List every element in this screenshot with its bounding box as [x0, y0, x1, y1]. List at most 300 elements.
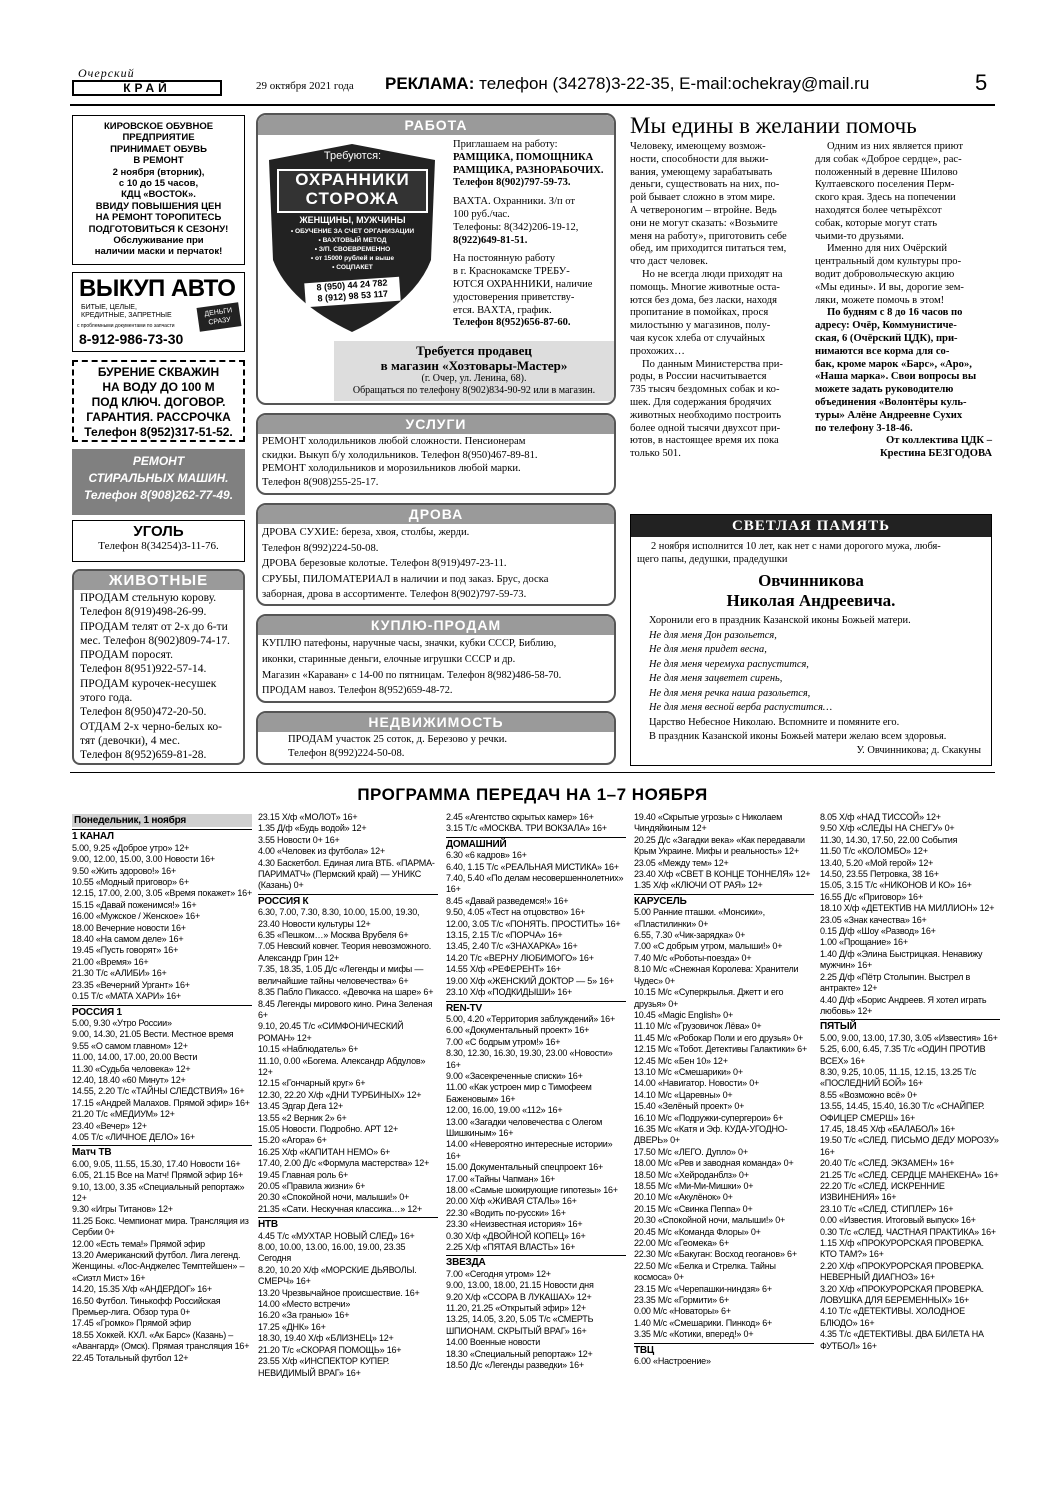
tv-channel: КАРУСЕЛЬ — [634, 894, 814, 907]
shield-bullet-line: • ОБУЧЕНИЕ ЗА СЧЕТ ОРГАНИЗАЦИИ — [290, 228, 415, 235]
article-col1-line: пропитание в помойках, прося — [630, 307, 769, 319]
tv-item: 23.35 «Вечерний Ургант» 16+ — [72, 979, 190, 990]
tv-item: 17.25 «ДНК» 16+ — [258, 1321, 326, 1332]
tv-item: 10.15 М/с «Суперкрылья. Джетт и его друзья» 0+ — [634, 987, 784, 1009]
tv-item: 9.20 Х/ф «ССОРА В ЛУКАШАХ» 12+ — [446, 1291, 592, 1302]
animals-line: Телефон 8(919)498-26-99. — [80, 606, 207, 619]
services-line: РЕМОНТ холодильников и морозильников любой марки. — [262, 463, 521, 474]
shoe-line: НА РЕМОНТ ТОРОПИТЕСЬ — [95, 212, 222, 224]
tv-item: 22.20 Т/с «СЛЕД. ИСКРЕННИЕ ИЗВИНЕНИЯ» 16+ — [820, 1181, 945, 1203]
work-line: Телефон 8(952)656-87-60. — [453, 317, 571, 329]
tv-item: 0.15 Т/с «МАТА ХАРИ» 16+ — [72, 991, 181, 1002]
tv-day: Понедельник, 1 ноября — [72, 814, 252, 827]
article-col2-line: адресу: Очёр, Коммунистиче- — [815, 320, 957, 332]
tv-item: 11.30 «Судьба человека» 12+ — [72, 1063, 191, 1074]
tv-item: 5.00, 9.00, 13.00, 17.30, 3.05 «Известия» 16+ — [820, 1032, 998, 1043]
seller-line3: (г. Очер, ул. Ленина, 68). — [421, 373, 527, 384]
tv-item: 18.00 Вечерние новости 16+ — [72, 922, 186, 933]
coal-ad — [72, 520, 245, 562]
tv-item: 18.30 «Специальный репортаж» 12+ — [446, 1348, 593, 1359]
tv-item: 9.50, 4.05 «Тест на отцовство» 16+ — [446, 907, 586, 918]
tv-item: 6.55, 7.30 «Чик-зарядка» 0+ — [634, 930, 746, 941]
article-col-2 — [815, 141, 992, 461]
tv-item: 20.05 «Правила жизни» 6+ — [258, 1181, 366, 1191]
tv-item: 12.00, 3.05 Т/с «ПОНЯТЬ. ПРОСТИТЬ» 16+ — [446, 918, 621, 929]
tv-item: 12.15 «Гончарный круг» 6+ — [258, 1078, 366, 1089]
article-col1-line: Человеку, имеющему возмож- — [630, 141, 766, 152]
tv-item: 20.10 М/с «Акулёнок» 0+ — [634, 1192, 733, 1203]
tv-item: 14.00 Военные новости — [446, 1337, 541, 1348]
tv-item: 16.50 Футбол. Тинькофф Российская Премьер-лига. Обзор тура 0+ — [72, 1295, 221, 1318]
tv-item: 17.15 «Андрей Малахов. Прямой эфир» 16+ — [72, 1097, 250, 1108]
tv-item: 23.15 М/с «Черепашки-ниндзя» 6+ — [634, 1283, 772, 1294]
tv-item: 16.55 Д/с «Приговор» 16+ — [820, 891, 923, 902]
tv-item: 15.40 «Зелёный проект» 0+ — [634, 1101, 745, 1112]
services-title: УСЛУГИ — [258, 415, 614, 434]
animals-line: мес. Телефон 8(902)809-74-17. — [80, 634, 230, 647]
services-section — [256, 413, 616, 495]
tv-item: 9.55 «О самом главном» 12+ — [72, 1040, 188, 1051]
tv-channel: НТВ — [258, 1217, 438, 1230]
services-line: Телефон 8(908)255-25-17. — [262, 476, 379, 488]
tv-item: 9.10, 13.00, 3.35 «Специальный репортаж» 12+ — [72, 1181, 245, 1203]
tv-item: 14.00 «Место встречи» — [258, 1299, 351, 1310]
ad-label: РЕКЛАМА: — [385, 74, 475, 93]
tv-item: 5.00, 9.30 «Утро России» — [72, 1017, 172, 1028]
tv-item: 1.00 «Прощание» 16+ — [820, 937, 908, 948]
tv-item: 9.50 Х/ф «СЛЕДЫ НА СНЕГУ» 0+ — [820, 823, 955, 834]
tv-item: 13.15, 2.15 Т/с «ПОРЧА» 16+ — [446, 930, 563, 941]
tv-item: 10.55 «Модный приговор» 6+ — [72, 877, 189, 888]
tv-item: 13.55, 14.45, 15.40, 16.30 Т/с «СНАЙПЕР. ОФИЦЕР СМЕРШ» 16+ — [820, 1101, 985, 1123]
article-col1-line: вания, умеющему зарабатывать — [630, 166, 773, 178]
article-col1-line: чая кусок хлеба от случайных — [630, 332, 766, 344]
work-line: в г. Краснокамске ТРЕБУ- — [453, 266, 570, 278]
tv-item: 10.45 «Magic English» 0+ — [634, 1009, 734, 1020]
memory-line: Не для меня зацветет сирень, — [649, 673, 783, 684]
tv-item: 20.15 М/с «Свинка Пеппа» 0+ — [634, 1203, 753, 1214]
tv-item: 1.40 М/с «Смешарики. Пинкод» 6+ — [634, 1317, 773, 1328]
work-line: ЮТСЯ ОХРАННИКИ, наличие — [453, 278, 593, 290]
tv-item: 15.20 «Агора» 6+ — [258, 1135, 327, 1146]
tv-item: 23.40 Х/ф «СВЕТ В КОНЦЕ ТОННЕЛЯ» 12+ — [634, 869, 811, 880]
tv-item: 14.00 «Навигатор. Новости» 0+ — [634, 1078, 760, 1089]
article-col2-line: для собак «Доброе сердце», рас- — [815, 153, 962, 165]
tv-item: 20.25 Д/с «Загадки века» «Как передавали Крым Украине. Мифы и реальность» 12+ — [634, 834, 805, 857]
work-line: 100 руб./час. — [453, 208, 510, 220]
tv-item: 20.00 Х/ф «ЖИВАЯ СТАЛЬ» 16+ — [446, 1196, 577, 1207]
tv-item: 23.30 «Неизвестная история» 16+ — [446, 1219, 583, 1230]
tv-item: 17.45, 18.45 Х/ф «БАЛАБОЛ» 16+ — [820, 1123, 956, 1134]
car-buyout-tag: ДЕНЬГИ СРАЗУ — [197, 302, 242, 332]
tv-item: 13.10 М/с «Смешарики» 0+ — [634, 1066, 743, 1077]
tv-item: 11.20, 21.25 «Открытый эфир» 12+ — [446, 1303, 586, 1314]
estate-section — [256, 711, 616, 765]
article-title: Мы едины в желании помочь — [630, 113, 917, 138]
tv-item: 7.00 «С бодрым утром!» 16+ — [446, 1036, 561, 1047]
shield-phone2: 8 (912) 98 53 117 — [317, 288, 389, 304]
shield-bullet-line: • от 15000 рублей и выше — [310, 255, 395, 262]
article-col1-line: что даст человек. — [630, 256, 708, 268]
tv-item: 3.20 Х/ф «ПРОКУРОРСКАЯ ПРОВЕРКА. ЛОВУШКА ДЛЯ БЕРЕМЕННЫХ» 16+ — [820, 1283, 984, 1306]
tv-item: 11.10, 0.00 «Богема. Александр Абдулов» 12+ — [258, 1055, 426, 1077]
washing-machine-ad — [72, 449, 245, 515]
memory-intro2: щего папы, дедушки, прадедушки — [637, 554, 788, 565]
tv-item: 6.40, 1.15 Т/с «РЕАЛЬНАЯ МИСТИКА» 16+ — [446, 861, 619, 872]
article-col1-line: прохожих… — [630, 345, 685, 357]
article-col2-line: ского края. Здесь на попечении — [815, 192, 956, 204]
guard-shield-ad — [265, 142, 440, 334]
tv-column-1 — [72, 812, 252, 1364]
article-col1-line: милостыню у магазинов, полу- — [630, 320, 771, 332]
memory-name1: Овчинникова — [758, 571, 864, 590]
tv-channel: РОССИЯ К — [258, 894, 438, 907]
tv-item: 16.00 «Мужское / Женское» 16+ — [72, 911, 200, 922]
tv-item: 20.45 М/с «Команда Флоры» 0+ — [634, 1226, 761, 1237]
tv-item: 2.20 Х/ф «ПРОКУРОРСКАЯ ПРОВЕРКА. НЕВЕРНЫЙ ДИАГНОЗ» 16+ — [820, 1260, 984, 1283]
work-line: ВАХТА. Охранники. З/п от — [453, 196, 575, 208]
tv-item: 12.00, 16.00, 19.00 «112» 16+ — [446, 1105, 563, 1116]
tv-item: 13.40, 5.20 «Мой герой» 12+ — [820, 857, 934, 868]
article-col2-line: по телефону 3-18-46. — [815, 422, 913, 434]
wash-line: РЕМОНТ — [132, 454, 185, 468]
memory-line: Не для меня придет весна, — [649, 644, 767, 655]
car-buyout-title: ВЫКУП АВТО — [79, 275, 236, 302]
tv-channel: Матч ТВ — [72, 1145, 252, 1158]
animals-list — [74, 590, 243, 764]
tv-item: 15.05 Новости. Подробно. АРТ 12+ — [258, 1123, 398, 1134]
animals-line: Телефон 8(950)472-20-50. — [80, 706, 207, 719]
tv-item: 11.50 Т/с «КОЛОМБО» 12+ — [820, 846, 928, 857]
tv-item: 2.25 Х/ф «ПЯТАЯ ВЛАСТЬ» 16+ — [446, 1242, 576, 1253]
tv-item: 17.00 «Тайны Чапман» 16+ — [446, 1173, 556, 1184]
article-col1-line: шек. Для содержания бродячих — [630, 396, 772, 408]
article-col1-line: роды, в России насчитывается — [630, 371, 767, 383]
shoe-line: ПРЕДПРИЯТИЕ — [122, 132, 195, 144]
tv-item: 17.45 «Громко» Прямой эфир — [72, 1318, 191, 1329]
newspaper-logo — [72, 68, 222, 98]
wood-line: СРУБЫ, ПИЛОМАТЕРИАЛ в наличии и под заказ. Брус, доска — [262, 573, 549, 585]
tv-item: 23.40 «Вечер» 12+ — [72, 1120, 147, 1131]
tv-item: 8.00, 10.00, 13.00, 16.00, 19.00, 23.35 Сегодня — [258, 1242, 406, 1264]
shield-top: Требуются: — [323, 150, 382, 162]
article-col1-line: ются без дома, без ласки, находя — [630, 294, 778, 306]
tv-item: 18.55 М/с «Ми-Ми-Мишки» 0+ — [634, 1181, 754, 1191]
logo-main: КРАЙ — [72, 80, 222, 96]
shoe-line: КИРОВСКОЕ ОБУВНОЕ — [103, 121, 214, 132]
memory-sign: У. Овчинникова; д. Скакуны — [856, 744, 981, 756]
tv-item: 0.00 «Известия. Итоговый выпуск» 16+ — [820, 1215, 976, 1226]
tv-item: 20.40 Т/с «СЛЕД. ЭКЗАМЕН» 16+ — [820, 1158, 955, 1169]
tv-item: 2.45 «Агентство скрытых камер» 16+ — [446, 812, 594, 822]
tv-item: 9.10, 20.45 Т/с «СИМФОНИЧЕСКИЙ РОМАН» 12+ — [258, 1021, 404, 1043]
article-col1-line: ютов, в настоящее время их пока — [630, 435, 779, 447]
memory-line: В праздник Казанской иконы Божьей матери желаю всем здоровья. — [649, 731, 947, 742]
article-col2-line: По будням с 8 до 16 часов по — [827, 307, 963, 319]
tv-channel: ТВЦ — [634, 1343, 814, 1356]
ad-contact — [385, 74, 869, 94]
tv-item: 8.45 Легенды мирового кино. Рина Зеленая 6+ — [258, 998, 433, 1020]
article-col1-line: более одной тысячи двухсот при- — [630, 422, 781, 434]
article-col2-line: нимаются все корма для со- — [815, 345, 950, 357]
article-col1-line: ности, способности для выжи- — [630, 153, 769, 165]
seller-ad — [334, 341, 614, 401]
tv-item: 4.35 Т/с «ДЕТЕКТИВЫ. ДВА БИЛЕТА НА ФУТБОЛ» 16+ — [820, 1329, 984, 1351]
logo-top: Очерский — [78, 66, 135, 80]
tv-column-5 — [820, 812, 1000, 1352]
tv-item: 14.20, 15.35 Х/ф «АНДЕРДОГ» 16+ — [72, 1284, 212, 1295]
memory-name2: Николая Андреевича. — [726, 591, 896, 610]
wood-line: Телефон 8(992)224-50-08. — [262, 542, 379, 554]
tv-item: 19.50 Т/с «СЛЕД. ПИСЬМО ДЕДУ МОРОЗУ» 16+ — [820, 1135, 999, 1157]
tv-item: 22.45 Тотальный футбол 12+ — [72, 1352, 189, 1363]
shield-bullet-line: • З/П. СВОЕВРЕМЕННО — [314, 246, 391, 253]
tv-item: 22.50 М/с «Белка и Стрелка. Тайны космоса» 0+ — [634, 1260, 776, 1283]
article-col2-line: можете задать руководителю — [815, 384, 954, 396]
tv-item: 14.20 Т/с «ВЕРНУ ЛЮБИМОГО» 16+ — [446, 952, 594, 963]
tv-item: 17.40, 2.00 Д/с «Формула мастерства» 12+ — [258, 1158, 430, 1169]
work-line: удостоверения приветству- — [453, 291, 575, 303]
article-col1-line: рой бывает сложно в этом мире. — [630, 192, 776, 204]
article-col1-line: меня на работу», приготовить себе — [630, 230, 787, 242]
article-col2-line: водит добровольческую акцию — [815, 268, 955, 280]
article-col2-line: туры» Алёне Андреевне Сухих — [815, 409, 963, 421]
tv-program-title: ПРОГРАММА ПЕРЕДАЧ НА 1–7 НОЯБРЯ — [357, 785, 708, 804]
shield-main1: ОХРАННИКИ — [295, 170, 410, 189]
animals-line: ПРОДАМ стельную корову. — [80, 592, 217, 604]
tv-item: 21.20 Т/с «СКОРАЯ ПОМОЩЬ» 16+ — [258, 1344, 402, 1355]
tv-item: 1.35 Д/ф «Будь водой» 12+ — [258, 823, 367, 834]
services-line: скидки. Выкуп б/у холодильников. Телефон 8(950)467-89-81. — [262, 449, 538, 461]
tv-item: 16.20 «За гранью» 16+ — [258, 1310, 350, 1321]
wood-section — [256, 503, 616, 606]
work-line: Телефоны: 8(342)206-19-12, — [453, 221, 579, 233]
drill-line: ГАРАНТИЯ. РАССРОЧКА — [86, 410, 231, 424]
article-col1-line: деньги, существовать на них, по- — [630, 179, 780, 191]
tv-item: 4.05 Т/с «ЛИЧНОЕ ДЕЛО» 16+ — [72, 1131, 195, 1142]
services-list — [258, 434, 614, 490]
work-list — [453, 139, 613, 330]
tv-item: 11.10 М/с «Грузовичок Лёва» 0+ — [634, 1021, 762, 1032]
shield-main2: СТОРОЖА — [305, 189, 400, 208]
tv-item: 13.20 Американский футбол. Лига легенд. Женщины. «Лос-Анджелес Темптейшен» – «Сиэтл Мист» 16+ — [72, 1250, 245, 1283]
tv-item: 3.55 Новости 0+ 16+ — [258, 834, 340, 845]
tv-item: 6.30 «6 кадров» 16+ — [446, 850, 527, 861]
article-col2-line: центральный дом культуры про- — [815, 256, 962, 268]
shield-phone1: 8 (950) 44 24 782 — [316, 277, 388, 293]
memory-line: Не для меня речка наша разольется, — [649, 687, 811, 699]
tv-item: 7.40, 5.40 «По делам несовершеннолетних» 16+ — [446, 873, 624, 895]
wood-line: ДРОВА березовые колотые. Телефон 8(919)497-23-11. — [262, 558, 507, 569]
seller-line4: Обращаться по телефону 8(902)834-90-92 или в магазин. — [352, 384, 596, 396]
shoe-line: Обслуживание при — [113, 235, 204, 247]
work-line: ется. ВАХТА, график. — [453, 304, 552, 316]
article-col2-line: положенный в деревне Шилово — [815, 166, 958, 178]
tv-item: 14.50, 23.55 Петровка, 38 16+ — [820, 869, 939, 880]
tv-item: 19.45 «Пусть говорят» 16+ — [72, 945, 179, 956]
buy-sell-title: КУПЛЮ-ПРОДАМ — [258, 616, 614, 635]
tv-item: 22.00 М/с «Геомека» 6+ — [634, 1238, 730, 1249]
work-line: На постоянную работу — [453, 253, 556, 265]
tv-item: 4.45 Т/с «МУХТАР. НОВЫЙ СЛЕД» 16+ — [258, 1230, 415, 1241]
tv-item: 23.10 Т/с «СЛЕД. СТИПЛЕР» 16+ — [820, 1203, 954, 1214]
article-col2-line: ская, 6 (Очёрский ЦДК), при- — [815, 332, 958, 344]
memory-line: Царство Небесное Николаю. Вспомните и помяните его. — [649, 716, 900, 728]
animals-line: ПРОДАМ поросят. — [80, 649, 173, 662]
tv-item: 18.00 «Самые шокирующие гипотезы» 16+ — [446, 1185, 618, 1195]
buy-sell-section — [256, 614, 616, 703]
tv-item: 13.20 Чрезвычайное происшествие. 16+ — [258, 1287, 420, 1298]
tv-item: 8.05 Х/ф «НАД ТИССОЙ» 12+ — [820, 812, 941, 822]
tv-item: 18.40 «На самом деле» 16+ — [72, 934, 184, 945]
tv-item: 21.35 «Сати. Нескучная классика…» 12+ — [258, 1203, 423, 1214]
buy-line: ПРОДАМ навоз. Телефон 8(952)659-48-72. — [262, 685, 453, 697]
memory-line: Не для меня черемуха распустится, — [649, 658, 809, 670]
coal-phone: Телефон 8(34254)3-11-76. — [98, 540, 219, 552]
tv-item: 20.30 «Спокойной ночи, малыши!» 0+ — [634, 1215, 786, 1226]
tv-item: 9.00 «Засекреченные списки» 16+ — [446, 1070, 583, 1081]
page-number: 5 — [975, 70, 988, 95]
tv-item: 9.00, 14.30, 21.05 Вести. Местное время — [72, 1029, 234, 1040]
tv-item: 18.55 Хоккей. КХЛ. «Ак Барс» (Казань) – «Авангард» (Омск). Прямая трансляция 16+ — [72, 1329, 250, 1352]
tv-item: 11.30, 14.30, 17.50, 22.00 События — [820, 834, 958, 845]
tv-item: 4.30 Баскетбол. Единая лига ВТБ. «ПАРМА-ПАРИМАТЧ» (Пермский край) — УНИКС (Казань) 0+ — [258, 857, 435, 891]
seller-line2: в магазин «Хозтовары-Мастер» — [380, 358, 568, 373]
animals-title: ЖИВОТНЫЕ — [74, 571, 243, 590]
tv-item: 6.00 «Настроение» — [634, 1356, 711, 1367]
tv-item: 9.50 «Жить здорово!» 16+ — [72, 865, 177, 876]
tv-item: 22.30 М/с «Бакуган: Восход геоганов» 6+ — [634, 1249, 797, 1260]
article-col1-line: животных необходимо построить — [630, 409, 782, 421]
tv-item: 18.30, 19.40 Х/ф «БЛИЗНЕЦ» 12+ — [258, 1333, 394, 1344]
article-col-1 — [630, 141, 805, 461]
tv-item: 0.15 Д/ф «Шоу «Развод» 16+ — [820, 926, 936, 937]
animals-line: Телефон 8(951)922-57-14. — [80, 663, 207, 676]
tv-item: 1.15 Х/ф «ПРОКУРОРСКАЯ ПРОВЕРКА. КТО ТАМ?» 16+ — [820, 1238, 984, 1260]
tv-channel: РОССИЯ 1 — [72, 1005, 252, 1018]
work-line: РАМЩИКА, РАЗНОРАБОЧИХ. — [453, 164, 604, 176]
buy-line: иконки, старинные деньги, елочные игрушки СССР и др. — [262, 653, 516, 665]
tv-item: 8.30, 12.30, 16.30, 19.30, 23.00 «Новости» 16+ — [446, 1048, 613, 1070]
shield-bullets — [285, 227, 420, 272]
tv-item: 10.15 «Наблюдатель» 6+ — [258, 1044, 359, 1055]
tv-item: 18.50 М/с «Хейроданблз» 0+ — [634, 1169, 749, 1180]
tv-item: 0.30 Х/ф «ДВОЙНОЙ КОПЕЦ» 16+ — [446, 1230, 586, 1241]
tv-item: 9.00, 13.00, 18.00, 21.15 Новости дня — [446, 1280, 594, 1291]
article-col2-line: ляки, можете помочь в этом! — [815, 294, 945, 306]
estate-line: ПРОДАМ участок 25 соток, д. Березово у речки. — [288, 734, 508, 745]
work-title: РАБОТА — [258, 115, 614, 135]
article-col2-line: Одним из них является приют — [827, 141, 963, 152]
memory-title: СВЕТЛАЯ ПАМЯТЬ — [631, 515, 991, 537]
buy-line: Магазин «Караван» с 14-00 по пятницам. Телефон 8(982)486-58-70. — [262, 669, 562, 681]
tv-item: 20.30 «Спокойной ночи, малыши!» 0+ — [258, 1192, 410, 1203]
article-col1-line: обед, им приходится питаться тем, — [630, 243, 787, 255]
animals-line: Телефон 8(952)659-81-28. — [80, 749, 207, 762]
tv-item: 14.00 «Невероятно интересные истории» 16+ — [446, 1139, 613, 1161]
tv-item: 5.00, 9.25 «Доброе утро» 12+ — [72, 842, 190, 853]
article-col2-line: объединения «Волонтёры куль- — [815, 396, 967, 408]
tv-item: 12.40, 18.40 «60 Минут» 12+ — [72, 1074, 186, 1085]
tv-item: 11.25 Бокс. Чемпионат мира. Трансляция из Сербии 0+ — [72, 1215, 249, 1238]
tv-item: 13.45, 2.40 Т/с «ЗНАХАРКА» 16+ — [446, 941, 578, 952]
tv-item: 12.15 М/с «Тобот. Детективы Галактики» 6+ — [634, 1044, 808, 1055]
car-buyout-sub: БИТЫЕ, ЦЕЛЫЕ, КРЕДИТНЫЕ, ЗАПРЕТНЫЕ — [81, 304, 172, 319]
article-col2-line: собак, которые могут стать — [815, 217, 938, 229]
tv-column-3 — [446, 812, 626, 1372]
buy-line: КУПЛЮ патефоны, наручные часы, значки, кубки СССР, Библию, — [262, 638, 557, 649]
tv-item: 13.45 Эдгар Дега 12+ — [258, 1101, 343, 1112]
article-col2-line: Именно для них Очёрский — [827, 243, 947, 255]
tv-column-2 — [258, 812, 438, 1379]
shoe-line: ВВИДУ ПОВЫШЕНИЯ ЦЕН — [95, 200, 222, 212]
tv-item: 6.30, 7.00, 7.30, 8.30, 10.00, 15.00, 19.30, 23.40 Новости культуры 12+ — [258, 907, 420, 929]
tv-item: 15.00 Документальный спецпроект 16+ — [446, 1162, 604, 1173]
tv-item: 19.00 Х/ф «ЖЕНСКИЙ ДОКТОР — 5» 16+ — [446, 975, 614, 986]
tv-item: 22.30 «Водить по-русски» 16+ — [446, 1207, 566, 1218]
article-col1-line: Но не всегда люди приходят на — [642, 268, 783, 280]
tv-channel: ДОМАШНИЙ — [446, 837, 626, 850]
tv-channel: 1 КАНАЛ — [72, 829, 252, 842]
estate-line: Телефон 8(992)224-50-08. — [288, 747, 405, 759]
tv-item: 4.00 «Человек из футбола» 12+ — [258, 846, 385, 857]
tv-item: 14.55 Х/ф «РЕФЕРЕНТ» 16+ — [446, 964, 561, 975]
tv-item: 5.25, 6.00, 6.45, 7.35 Т/с «ОДИН ПРОТИВ ВСЕХ» 16+ — [820, 1044, 986, 1066]
work-line: 8(922)649-81-51. — [453, 234, 528, 246]
shoe-line: наличии маски и перчаток! — [94, 246, 223, 258]
article-col2-line: «Наша марка». Свои вопросы вы — [815, 371, 977, 383]
tv-channel: ПЯТЫЙ — [820, 1019, 1000, 1032]
page-header — [70, 66, 995, 106]
tv-item: 16.35 М/с «Катя и Эф. КУДА-УГОДНО-ДВЕРЬ» 0+ — [634, 1123, 788, 1146]
article-col1-line: только 501. — [630, 448, 681, 460]
ad-contact-line: телефон (34278)3-22-35, E-mail:ochekray@mail.ru — [479, 74, 870, 93]
wash-line: СТИРАЛЬНЫХ МАШИН. — [88, 471, 229, 485]
animals-line: ОТДАМ 2-х черно-белых ко- — [80, 720, 222, 733]
buy-sell-list — [258, 635, 614, 700]
shield-bullet-line: • ВАХТОВЫЙ МЕТОД — [318, 237, 387, 244]
wood-title: ДРОВА — [258, 505, 614, 524]
work-line: Телефон 8(902)797-59-73. — [453, 177, 571, 189]
article-col1-line: А четвероногим – втройне. Ведь — [630, 204, 777, 216]
tv-item: 6.00, 9.05, 11.55, 15.30, 17.40 Новости 16+ — [72, 1158, 241, 1169]
tv-item: 0.00 М/с «Новаторы» 6+ — [634, 1306, 731, 1317]
animals-line: ПРОДАМ курочек-несушек — [80, 677, 217, 690]
tv-item: 12.45 М/с «Бен 10» 12+ — [634, 1055, 728, 1066]
coal-title: УГОЛЬ — [133, 523, 184, 540]
tv-item: 6.00 «Документальный проект» 16+ — [446, 1025, 590, 1036]
car-buyout-phone: 8-912-986-73-30 — [79, 331, 184, 347]
article-col2-line: находятся более четырёхсот — [815, 204, 942, 216]
tv-item: 21.20 Т/с «МЕДИУМ» 12+ — [72, 1109, 175, 1120]
shoe-line: 2 ноября (вторник), — [112, 166, 205, 178]
tv-item: 11.00 «Как устроен мир с Тимофеем Баженовым» 16+ — [446, 1082, 592, 1104]
tv-item: 14.55, 2.20 Т/с «ТАЙНЫ СЛЕДСТВИЯ» 16+ — [72, 1086, 245, 1097]
tv-item: 23.35 М/с «Гормити» 6+ — [634, 1295, 730, 1306]
tv-item: 19.40 «Скрытые угрозы» с Николаем Чиндяйкиным 12+ — [634, 812, 783, 834]
car-buyout-ad — [72, 272, 245, 352]
memory-line: Не для меня Дон разольется, — [649, 629, 777, 641]
tv-item: 13.00 «Загадки человечества с Олегом Шишкиным» 16+ — [446, 1116, 603, 1138]
estate-title: НЕДВИЖИМОСТЬ — [258, 713, 614, 732]
tv-item: 16.10 М/с «Подружки-супергерои» 6+ — [634, 1112, 784, 1123]
tv-item: 11.00, 14.00, 17.00, 20.00 Вести — [72, 1052, 198, 1063]
tv-item: 21.30 Т/с «АЛИБИ» 16+ — [72, 968, 167, 979]
tv-item: 8.10 М/с «Снежная Королева: Хранители Чудес» 0+ — [634, 964, 799, 986]
article-col2-line: «Мы едины». И вы, дорогие зем- — [815, 281, 964, 293]
tv-item: 1.35 Х/ф «КЛЮЧИ ОТ РАЯ» 12+ — [634, 880, 763, 891]
animals-section — [72, 569, 245, 765]
